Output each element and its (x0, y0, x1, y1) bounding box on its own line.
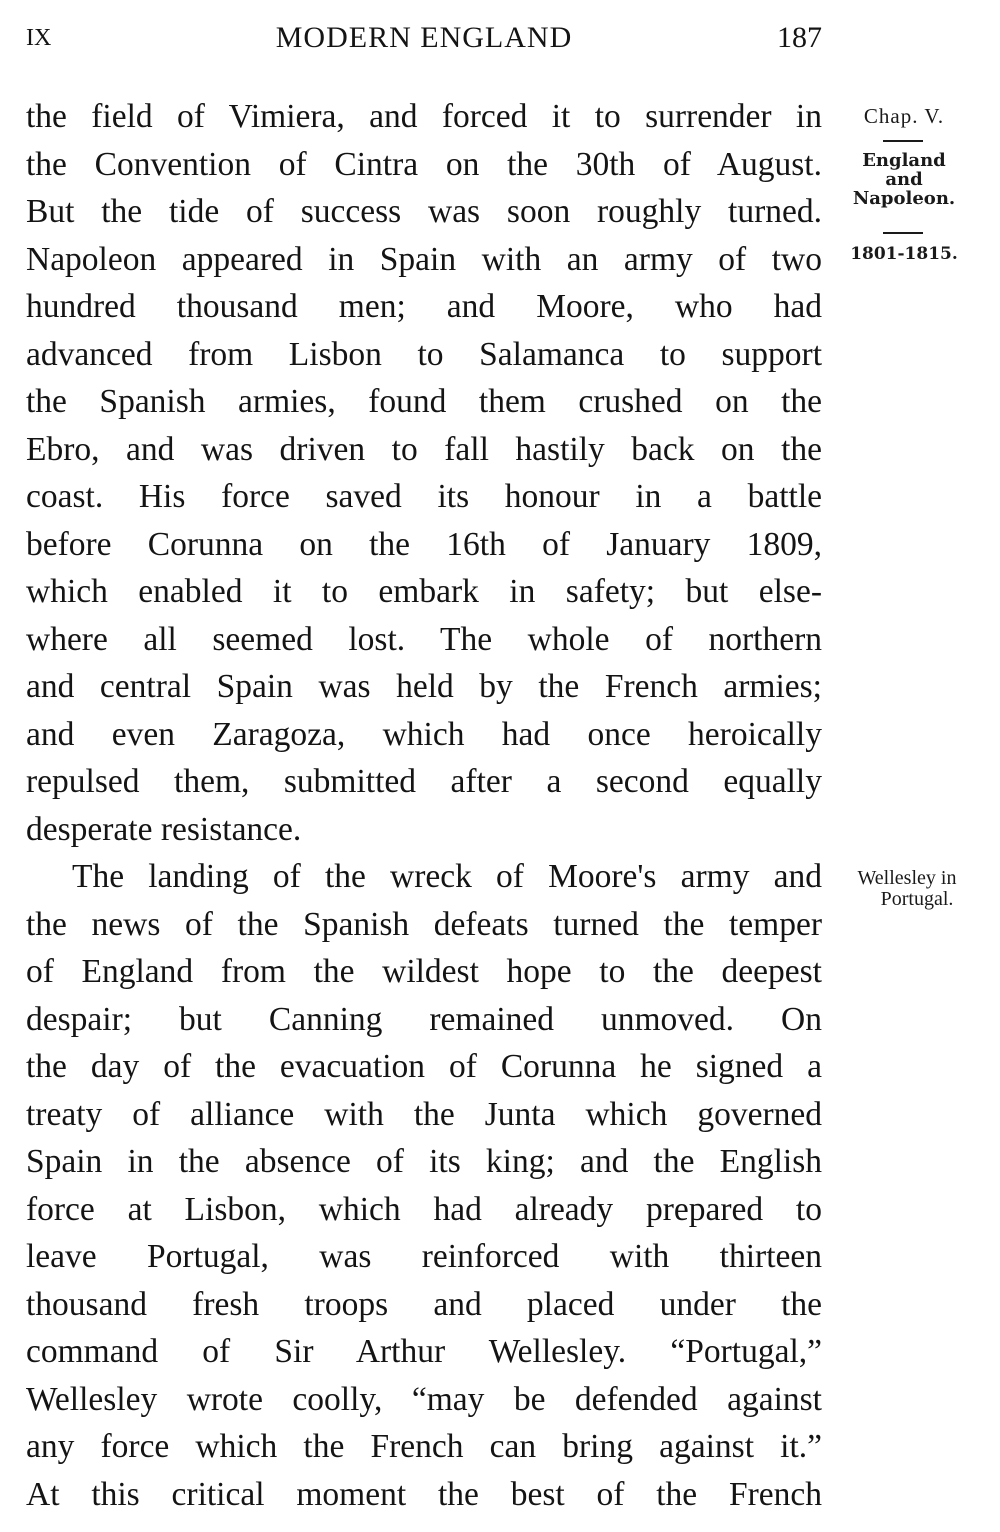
text-line: and central Spain was held by the French armies; (26, 668, 822, 705)
body-text (26, 93, 822, 1518)
text-line: thousand fresh troops and placed under the (26, 1285, 822, 1323)
text-line: At this critical moment the best of the French (26, 1475, 822, 1513)
sidenote-topic-line: Napoleon. (852, 188, 956, 209)
text-line: repulsed them, submitted after a second equally (26, 763, 822, 800)
text-line: the field of Vimiera, and forced it to surrender in (26, 98, 822, 135)
sidenote-chapter: Chap. V. (863, 104, 945, 128)
sidenote-wellesley-line: Portugal. (880, 888, 954, 910)
sidenote-rule (883, 140, 923, 142)
text-line: hundred thousand men; and Moore, who had (26, 288, 822, 325)
chapter-number: IX (26, 25, 52, 51)
running-title: MODERN ENGLAND (275, 21, 573, 54)
text-line: Napoleon appeared in Spain with an army of two (26, 240, 822, 278)
text-line: the news of the Spanish defeats turned the temper (26, 905, 822, 943)
text-line: Spain in the absence of its king; and the English (26, 1143, 822, 1180)
text-line: the Spanish armies, found them crushed on the (26, 383, 822, 420)
sidenote-topic-line: England (862, 150, 946, 171)
text-line: any force which the French can bring against it.” (26, 1428, 822, 1465)
text-line: the Convention of Cintra on the 30th of August. (26, 145, 822, 183)
sidenote-wellesley (832, 868, 982, 910)
text-line: But the tide of success was soon roughly turned. (26, 193, 822, 230)
text-line: advanced from Lisbon to Salamanca to support (26, 335, 822, 373)
sidenote-topic-line: and (885, 169, 923, 190)
text-line: The landing of the wreck of Moore's army and (72, 858, 822, 895)
text-line: the day of the evacuation of Corunna he signed a (26, 1048, 822, 1085)
sidenote-topic (842, 150, 966, 210)
text-line: treaty of alliance with the Junta which governed (26, 1095, 822, 1133)
sidenote-dates: 1801-1815. (850, 244, 958, 264)
text-line: command of Sir Arthur Wellesley. “Portugal,” (26, 1333, 822, 1370)
text-line: coast. His force saved its honour in a battle (26, 478, 822, 515)
text-line: Ebro, and was driven to fall hastily back on the (26, 430, 822, 468)
sidenote-rule (883, 232, 923, 234)
text-line: of England from the wildest hope to the deepest (26, 953, 822, 990)
text-line: despair; but Canning remained unmoved. On (26, 1000, 822, 1038)
text-line: force at Lisbon, which had already prepared to (26, 1190, 822, 1228)
sidenote-wellesley-line: Wellesley in (857, 867, 957, 889)
text-line: which enabled it to embark in safety; but else- (26, 573, 822, 610)
text-line: Wellesley wrote coolly, “may be defended against (26, 1380, 822, 1418)
text-line: where all seemed lost. The whole of northern (26, 620, 822, 658)
page-number: 187 (777, 21, 822, 54)
text-line: desperate resistance. (26, 810, 302, 848)
text-line: leave Portugal, was reinforced with thirteen (26, 1238, 822, 1275)
text-line: and even Zaragoza, which had once heroically (26, 715, 822, 753)
running-header (26, 18, 822, 58)
text-line: before Corunna on the 16th of January 1809, (26, 525, 822, 563)
